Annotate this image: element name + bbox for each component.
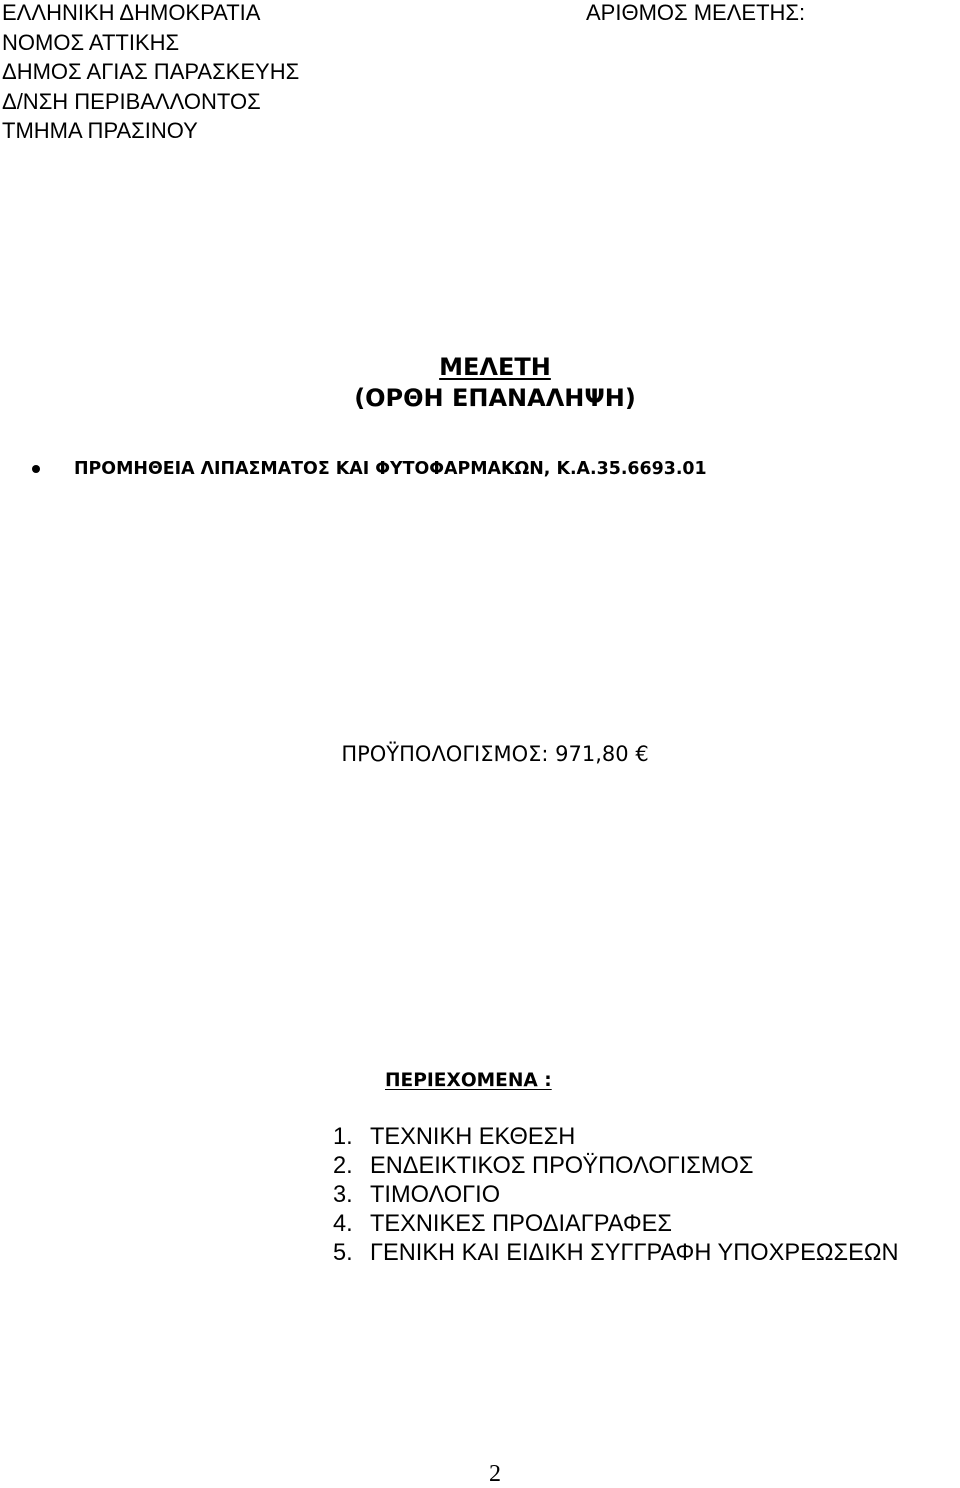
issuer-block	[2, 0, 299, 146]
budget-amount: ΠΡΟΫΠΟΛΟΓΙΣΜΟΣ: 971,80 €	[341, 742, 649, 766]
issuer-line: ΔΗΜΟΣ ΑΓΙΑΣ ΠΑΡΑΣΚΕΥΗΣ	[2, 59, 300, 84]
list-item	[333, 1152, 899, 1181]
list-item	[333, 1239, 899, 1268]
issuer-line: ΕΛΛΗΝΙΚΗ ΔΗΜΟΚΡΑΤΙΑ	[2, 0, 261, 25]
list-item-number: 4.	[333, 1211, 353, 1237]
subject-line	[32, 454, 707, 484]
study-title-sub: (ΟΡΘΗ ΕΠΑΝΑΛΗΨΗ)	[354, 384, 636, 412]
list-item-number: 3.	[333, 1182, 353, 1208]
list-item-label: ΤΕΧΝΙΚΗ ΕΚΘΕΣΗ	[370, 1124, 576, 1150]
list-item	[333, 1181, 899, 1210]
list-item-label: ΤΙΜΟΛΟΓΙΟ	[370, 1182, 501, 1208]
issuer-line: ΤΜΗΜΑ ΠΡΑΣΙΝΟΥ	[2, 118, 198, 143]
list-item-number: 2.	[333, 1153, 353, 1179]
issuer-line: Δ/ΝΣΗ ΠΕΡΙΒΑΛΛΟΝΤΟΣ	[2, 88, 261, 114]
issuer-line: ΝΟΜΟΣ ΑΤΤΙΚΗΣ	[2, 29, 180, 55]
list-item-label: ΕΝΔΕΙΚΤΙΚΟΣ ΠΡΟΫΠΟΛΟΓΙΣΜΟΣ	[370, 1153, 754, 1179]
list-item-number: 1.	[333, 1124, 353, 1150]
subject-text: ΠΡΟΜΗΘΕΙΑ ΛΙΠΑΣΜΑΤΟΣ ΚΑΙ ΦΥΤΟΦΑΡΜΑΚΩΝ, Κ.Α.35.6693.01	[74, 459, 707, 479]
list-item-label: ΓΕΝΙΚΗ ΚΑΙ ΕΙΔΙΚΗ ΣΥΓΓΡΑΦΗ ΥΠΟΧΡΕΩΣΕΩΝ	[370, 1240, 899, 1266]
list-item	[333, 1123, 899, 1152]
list-item-label: ΤΕΧΝΙΚΕΣ ΠΡΟΔΙΑΓΡΑΦΕΣ	[370, 1211, 672, 1237]
list-item	[333, 1210, 899, 1239]
study-title	[0, 352, 960, 414]
study-title-main: ΜΕΛΕΤΗ	[439, 353, 551, 381]
page-number: 2	[489, 1461, 501, 1487]
bullet-icon	[32, 465, 40, 473]
study-number-label: ΑΡΙΘΜΟΣ ΜΕΛΕΤΗΣ:	[586, 0, 806, 25]
contents-list	[333, 1123, 899, 1268]
contents-heading: ΠΕΡΙΕΧΟΜΕΝΑ :	[385, 1070, 552, 1091]
list-item-number: 5.	[333, 1240, 353, 1266]
